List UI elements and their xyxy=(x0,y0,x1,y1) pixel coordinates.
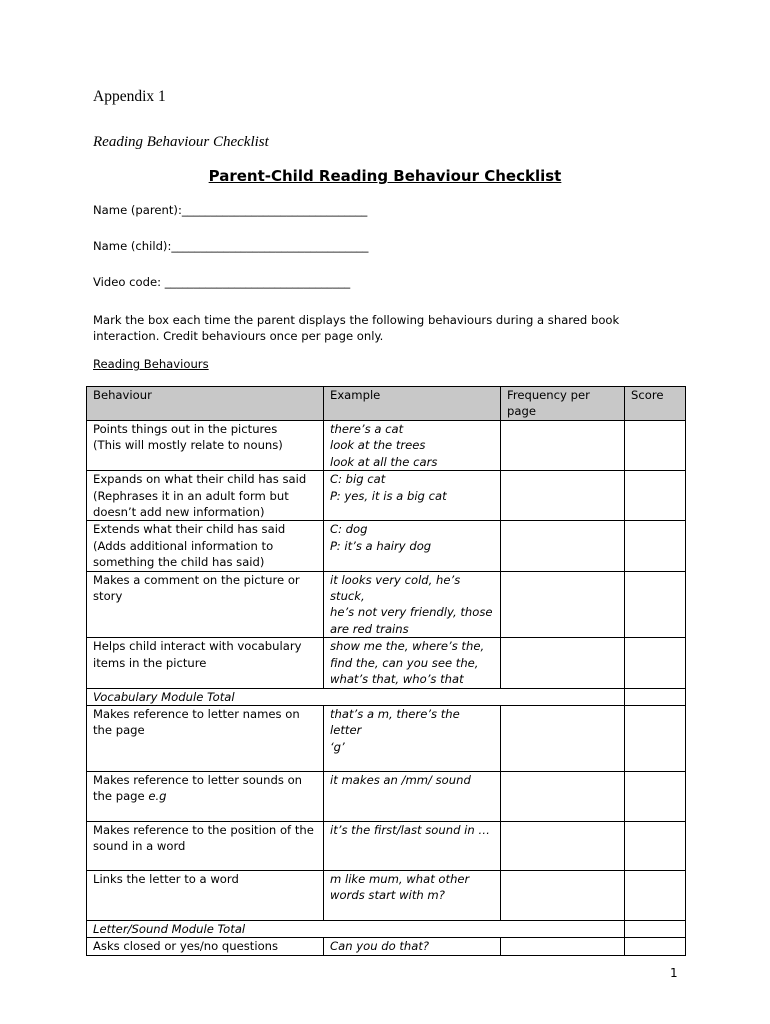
table-header-row xyxy=(87,387,686,421)
frequency-cell[interactable] xyxy=(501,521,625,571)
instructions-text: Mark the box each time the parent displays the following behaviours during a shared book interaction. Credit behaviours once per page only. xyxy=(93,313,620,343)
frequency-cell[interactable] xyxy=(501,870,625,920)
example-cell: Can you do that? xyxy=(324,938,501,955)
frequency-cell[interactable] xyxy=(501,821,625,870)
example-cell: it makes an /mm/ sound xyxy=(324,771,501,821)
page-number: 1 xyxy=(670,966,678,980)
example-cell: that’s a m, there’s the letter ‘g’ xyxy=(324,705,501,771)
score-cell[interactable] xyxy=(625,771,686,821)
letter-sound-total-score-cell[interactable] xyxy=(625,920,686,937)
header-behaviour: Behaviour xyxy=(87,387,324,421)
frequency-cell[interactable] xyxy=(501,571,625,638)
child-name-field[interactable]: Name (child):__________________________________ xyxy=(93,239,369,253)
section-heading: Reading Behaviours xyxy=(93,357,209,371)
table-row xyxy=(87,521,686,571)
vocabulary-total-score-cell[interactable] xyxy=(625,688,686,705)
behaviour-cell: Expands on what their child has said (Rephrases it in an adult form but doesn’t add new information) xyxy=(87,471,324,521)
checklist-table xyxy=(86,386,686,956)
table-row xyxy=(87,471,686,521)
score-cell[interactable] xyxy=(625,421,686,471)
example-cell: show me the, where’s the, find the, can you see the, what’s that, who’s that xyxy=(324,638,501,688)
document-subtitle: Reading Behaviour Checklist xyxy=(93,134,269,150)
example-cell: m like mum, what other words start with m? xyxy=(324,870,501,920)
page-title: Parent-Child Reading Behaviour Checklist xyxy=(208,167,562,185)
frequency-cell[interactable] xyxy=(501,938,625,955)
parent-name-field[interactable]: Name (parent):________________________________ xyxy=(93,203,368,217)
table-row xyxy=(87,421,686,471)
video-code-field[interactable]: Video code: ________________________________ xyxy=(93,275,351,289)
behaviour-cell: Makes reference to letter names on the page xyxy=(87,705,324,771)
table-row xyxy=(87,571,686,638)
score-cell[interactable] xyxy=(625,870,686,920)
frequency-cell[interactable] xyxy=(501,771,625,821)
example-cell: it looks very cold, he’s stuck, he’s not very friendly, those are red trains xyxy=(324,571,501,638)
table-row xyxy=(87,938,686,955)
behaviour-cell: Links the letter to a word xyxy=(87,870,324,920)
behaviour-cell: Makes reference to letter sounds on the page e.g xyxy=(87,771,324,821)
table-row xyxy=(87,705,686,771)
header-score: Score xyxy=(625,387,686,421)
table-row xyxy=(87,638,686,688)
behaviour-cell: Helps child interact with vocabulary items in the picture xyxy=(87,638,324,688)
example-cell: there’s a cat look at the trees look at all the cars xyxy=(324,421,501,471)
example-cell: C: dog P: it’s a hairy dog xyxy=(324,521,501,571)
behaviour-cell: Points things out in the pictures (This will mostly relate to nouns) xyxy=(87,421,324,471)
score-cell[interactable] xyxy=(625,938,686,955)
score-cell[interactable] xyxy=(625,571,686,638)
table-row xyxy=(87,821,686,870)
score-cell[interactable] xyxy=(625,705,686,771)
behaviour-cell: Extends what their child has said (Adds additional information to something the child has said) xyxy=(87,521,324,571)
example-cell: it’s the first/last sound in … xyxy=(324,821,501,870)
frequency-cell[interactable] xyxy=(501,421,625,471)
table-row xyxy=(87,870,686,920)
header-frequency: Frequency per page xyxy=(501,387,625,421)
frequency-cell[interactable] xyxy=(501,471,625,521)
appendix-label: Appendix 1 xyxy=(93,88,166,105)
score-cell[interactable] xyxy=(625,471,686,521)
behaviour-cell: Makes reference to the position of the sound in a word xyxy=(87,821,324,870)
frequency-cell[interactable] xyxy=(501,638,625,688)
score-cell[interactable] xyxy=(625,821,686,870)
frequency-cell[interactable] xyxy=(501,705,625,771)
score-cell[interactable] xyxy=(625,521,686,571)
header-example: Example xyxy=(324,387,501,421)
score-cell[interactable] xyxy=(625,638,686,688)
example-cell: C: big cat P: yes, it is a big cat xyxy=(324,471,501,521)
behaviour-cell: Asks closed or yes/no questions xyxy=(87,938,324,955)
vocabulary-total-label: Vocabulary Module Total xyxy=(87,688,625,705)
letter-sound-total-row xyxy=(87,920,686,937)
table-row xyxy=(87,771,686,821)
letter-sound-total-label: Letter/Sound Module Total xyxy=(87,920,625,937)
behaviour-cell: Makes a comment on the picture or story xyxy=(87,571,324,638)
vocabulary-total-row xyxy=(87,688,686,705)
